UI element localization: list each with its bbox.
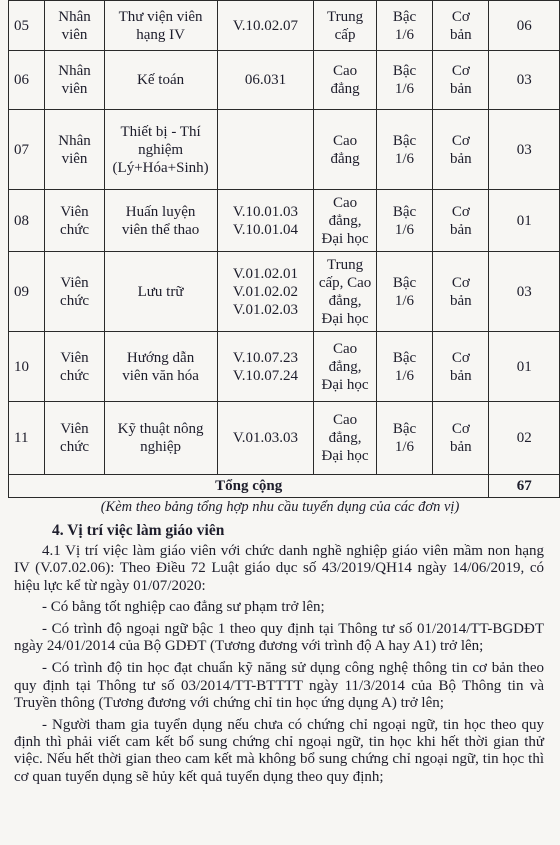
cell-hinhthuc: Cơ bản: [433, 402, 489, 475]
cell-hinhthuc: Cơ bản: [433, 1, 489, 51]
cell-bac: Bậc 1/6: [376, 51, 433, 110]
cell-soluong: 01: [489, 190, 560, 252]
cell-vitri: Huấn luyện viên thể thao: [104, 190, 217, 252]
cell-bac: Bậc 1/6: [376, 1, 433, 51]
cell-ma: V.10.07.23 V.10.07.24: [217, 332, 314, 402]
section-heading: 4. Vị trí việc làm giáo viên: [52, 522, 225, 539]
table-body: [9, 1, 560, 475]
cell-trinhdo: Cao đẳng, Đại học: [314, 402, 376, 475]
cell-ma: V.01.02.01 V.01.02.02 V.01.02.03: [217, 252, 314, 332]
section-body: [14, 543, 544, 790]
table-row: [9, 51, 560, 110]
cell-loai: Viên chức: [45, 332, 104, 402]
cell-hinhthuc: Cơ bản: [433, 110, 489, 190]
table-row: [9, 332, 560, 402]
table-row: [9, 110, 560, 190]
table-note: (Kèm theo bảng tổng hợp nhu cầu tuyển dụng của các đơn vị): [100, 499, 460, 515]
cell-soluong: 06: [489, 1, 560, 51]
paragraph: - Có bằng tốt nghiệp cao đẳng sư phạm trở lên;: [42, 599, 325, 616]
total-value: 67: [489, 475, 560, 498]
cell-bac: Bậc 1/6: [376, 252, 433, 332]
cell-loai: Nhân viên: [45, 51, 104, 110]
cell-loai: Viên chức: [45, 190, 104, 252]
cell-stt: 07: [9, 110, 45, 190]
cell-soluong: 03: [489, 252, 560, 332]
cell-vitri: Lưu trữ: [104, 252, 217, 332]
cell-ma: 06.031: [217, 51, 314, 110]
paragraph: - Có trình độ tin học đạt chuẩn kỹ năng sử dụng công nghệ thông tin cơ bản theo quy định tại Thông tư số 03/2014/TT-BTTTT ngày 11/3/2014 của Bộ Thông tin và Truyền thông (Tương đương với chứng chỉ tin học ứng dụng A) trở lên;: [14, 660, 544, 711]
cell-hinhthuc: Cơ bản: [433, 51, 489, 110]
cell-hinhthuc: Cơ bản: [433, 252, 489, 332]
cell-stt: 05: [9, 1, 45, 51]
cell-vitri: Hướng dẫn viên văn hóa: [104, 332, 217, 402]
cell-bac: Bậc 1/6: [376, 402, 433, 475]
table-row: [9, 252, 560, 332]
cell-stt: 11: [9, 402, 45, 475]
cell-ma: V.10.01.03 V.10.01.04: [217, 190, 314, 252]
cell-soluong: 03: [489, 51, 560, 110]
recruitment-table: [8, 0, 560, 498]
cell-soluong: 01: [489, 332, 560, 402]
cell-loai: Viên chức: [45, 402, 104, 475]
cell-stt: 08: [9, 190, 45, 252]
cell-stt: 09: [9, 252, 45, 332]
cell-vitri: Thư viện viên hạng IV: [104, 1, 217, 51]
cell-vitri: Thiết bị - Thí nghiệm (Lý+Hóa+Sinh): [104, 110, 217, 190]
cell-trinhdo: Cao đẳng: [314, 110, 376, 190]
cell-loai: Nhân viên: [45, 110, 104, 190]
cell-soluong: 03: [489, 110, 560, 190]
cell-stt: 06: [9, 51, 45, 110]
cell-hinhthuc: Cơ bản: [433, 190, 489, 252]
cell-trinhdo: Cao đẳng, Đại học: [314, 190, 376, 252]
paragraph: - Có trình độ ngoại ngữ bậc 1 theo quy định tại Thông tư số 01/2014/TT-BGDĐT ngày 24/01/2014 của Bộ GDĐT (Tương đương với trình độ A hay A1) trở lên;: [14, 621, 544, 655]
paragraph: - Người tham gia tuyển dụng nếu chưa có chứng chỉ ngoại ngữ, tin học theo quy định thì phải viết cam kết bổ sung chứng chỉ ngoại ngữ, tin học khi hết thời gian thử việc. Nếu hết thời gian theo cam kết mà không bổ sung chứng chỉ ngoại ngữ, tin học thì cơ quan tuyển dụng sẽ hủy kết quả tuyển dụng theo quy định;: [14, 716, 544, 785]
cell-vitri: Kế toán: [104, 51, 217, 110]
cell-loai: Nhân viên: [45, 1, 104, 51]
cell-loai: Viên chức: [45, 252, 104, 332]
table-row: [9, 190, 560, 252]
cell-ma: V.10.02.07: [217, 1, 314, 51]
total-label: Tổng cộng: [9, 475, 489, 498]
cell-stt: 10: [9, 332, 45, 402]
cell-ma: [217, 110, 314, 190]
cell-trinhdo: Cao đẳng, Đại học: [314, 332, 376, 402]
cell-trinhdo: Cao đẳng: [314, 51, 376, 110]
cell-hinhthuc: Cơ bản: [433, 332, 489, 402]
paragraph: 4.1 Vị trí việc làm giáo viên với chức danh nghề nghiệp giáo viên mầm non hạng IV (V.07.02.06): Theo Điều 72 Luật giáo dục số 43/2019/QH14 ngày 14/06/2019, có hiệu lực kể từ ngày 01/07/2020:: [14, 543, 544, 594]
cell-bac: Bậc 1/6: [376, 190, 433, 252]
cell-bac: Bậc 1/6: [376, 110, 433, 190]
table-row: [9, 402, 560, 475]
cell-vitri: Kỹ thuật nông nghiệp: [104, 402, 217, 475]
cell-trinhdo: Trung cấp, Cao đẳng, Đại học: [314, 252, 376, 332]
total-row: [9, 475, 560, 498]
cell-soluong: 02: [489, 402, 560, 475]
cell-bac: Bậc 1/6: [376, 332, 433, 402]
cell-ma: V.01.03.03: [217, 402, 314, 475]
table-row: [9, 1, 560, 51]
cell-trinhdo: Trung cấp: [314, 1, 376, 51]
